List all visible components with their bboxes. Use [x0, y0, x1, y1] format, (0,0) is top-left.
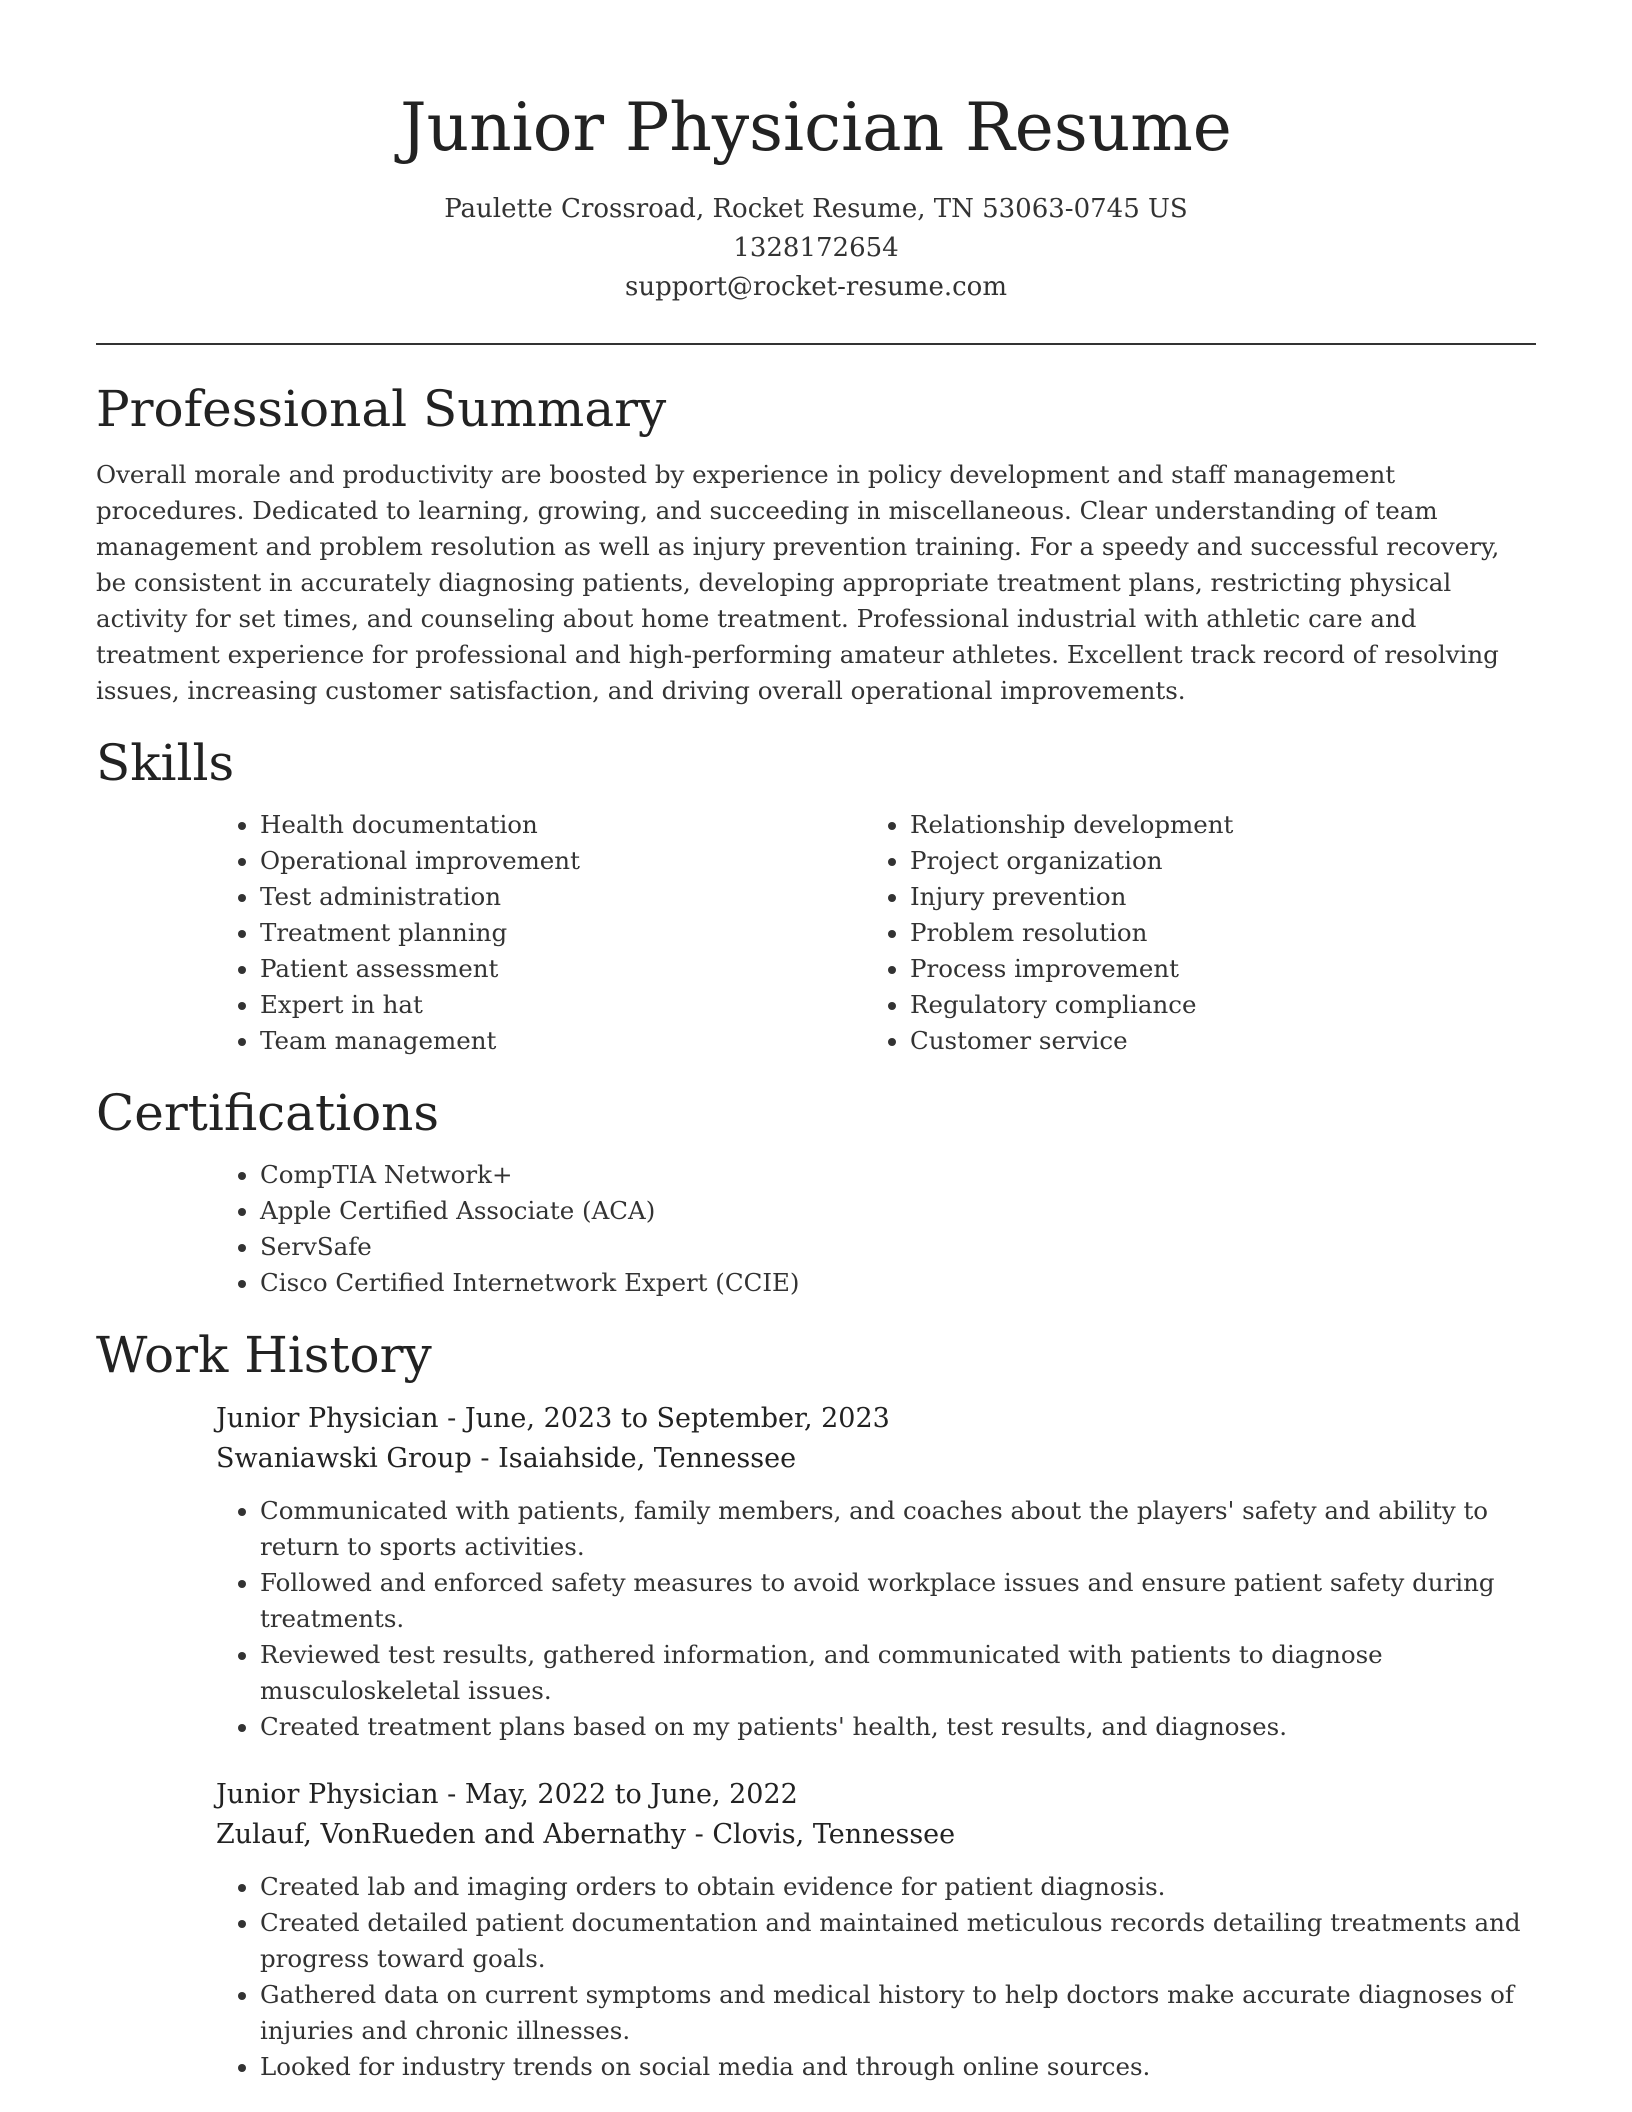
job-duty-item: • Created treatment plans based on my patients' health, test results, and diagnoses. [260, 1709, 1536, 1745]
job-company: Zulauf, VonRueden and Abernathy [216, 1819, 687, 1850]
job-duties [216, 1493, 1536, 1745]
contact-address: Paulette Crossroad, Rocket Resume, TN 53063-0745 US [444, 194, 1188, 224]
job-duty-item: • Communicated with patients, family members, and coaches about the players' safety and ability to return to sports activities. [260, 1493, 1536, 1565]
summary-section [96, 379, 1536, 709]
skill-item: • Injury prevention [910, 879, 1516, 915]
job-location: Clovis, Tennessee [712, 1819, 956, 1850]
job-entry [216, 1399, 1536, 1745]
resume-header [96, 0, 1536, 307]
job-location: Isaiahside, Tennessee [498, 1443, 797, 1474]
skill-item: • Process improvement [910, 951, 1516, 987]
certification-item: • ServSafe [260, 1229, 1536, 1265]
contact-block [96, 190, 1536, 307]
job-title-line: Junior Physician - June, 2023 to September, 2023 [216, 1403, 890, 1434]
resume-page [96, 0, 1536, 2085]
job-company-line: Swaniawski Group - Isaiahside, Tennessee [216, 1443, 797, 1474]
job-dates: June, 2023 to September, 2023 [464, 1403, 890, 1434]
skill-item: • Team management [260, 1023, 866, 1059]
job-entry [216, 1775, 1536, 2085]
job-duty-item: • Looked for industry trends on social media and through online sources. [260, 2049, 1536, 2085]
skill-item: • Project organization [910, 843, 1516, 879]
certification-item: • Apple Certified Associate (ACA) [260, 1193, 1536, 1229]
skill-item: • Expert in hat [260, 987, 866, 1023]
job-title: Junior Physician [216, 1779, 439, 1810]
skills-section [96, 733, 1536, 1059]
certifications-list [216, 1157, 1536, 1301]
certifications-heading: Certifications [96, 1084, 440, 1142]
certification-item: • CompTIA Network+ [260, 1157, 1536, 1193]
skill-item: • Regulatory compliance [910, 987, 1516, 1023]
header-divider [96, 343, 1536, 345]
skill-item: • Problem resolution [910, 915, 1516, 951]
work-history-heading: Work History [96, 1326, 432, 1384]
certification-item: • Cisco Certified Internetwork Expert (CCIE) [260, 1265, 1536, 1301]
skill-item: • Treatment planning [260, 915, 866, 951]
skills-grid [216, 807, 1536, 1059]
job-duty-item: • Created detailed patient documentation and maintained meticulous records detailing treatments and progress toward goals. [260, 1905, 1536, 1977]
contact-email: support@rocket-resume.com [624, 272, 1007, 302]
skill-item: • Test administration [260, 879, 866, 915]
job-duty-item: • Reviewed test results, gathered information, and communicated with patients to diagnose musculoskeletal issues. [260, 1637, 1536, 1709]
skill-item: • Health documentation [260, 807, 866, 843]
summary-text: Overall morale and productivity are boosted by experience in policy development and staff management procedures. Dedicated to learning, growing, and succeeding in miscellaneous. Clear understanding of team management and problem resolution as well as injury prevention training. For a speedy and successful recovery, be consistent in accurately diagnosing patients, developing appropriate treatment plans, restricting physical activity for set times, and counseling about home treatment. Professional industrial with athletic care and treatment experience for professional and high-performing amateur athletes. Excellent track record of resolving issues, increasing customer satisfaction, and driving overall operational improvements. [96, 460, 1500, 705]
job-dates: May, 2022 to June, 2022 [464, 1779, 798, 1810]
job-title: Junior Physician [216, 1403, 439, 1434]
job-company-line: Zulauf, VonRueden and Abernathy - Clovis, Tennessee [216, 1819, 956, 1850]
job-title-line: Junior Physician - May, 2022 to June, 2022 [216, 1779, 798, 1810]
certifications-section [96, 1083, 1536, 1301]
skills-column-left [216, 807, 866, 1059]
resume-title: Junior Physician Resume [400, 89, 1232, 166]
work-history-section [96, 1325, 1536, 2085]
skill-item: • Operational improvement [260, 843, 866, 879]
skills-heading: Skills [96, 734, 235, 792]
skills-column-right [866, 807, 1516, 1059]
summary-heading: Professional Summary [96, 380, 667, 438]
job-duty-item: • Followed and enforced safety measures to avoid workplace issues and ensure patient safety during treatments. [260, 1565, 1536, 1637]
certifications-list-wrap [216, 1157, 1536, 1301]
job-company: Swaniawski Group [216, 1443, 472, 1474]
job-duty-item: • Gathered data on current symptoms and medical history to help doctors make accurate diagnoses of injuries and chronic illnesses. [260, 1977, 1536, 2049]
contact-phone: 1328172654 [733, 233, 899, 263]
job-duties [216, 1869, 1536, 2085]
skill-item: • Patient assessment [260, 951, 866, 987]
skill-item: • Customer service [910, 1023, 1516, 1059]
job-duty-item: • Created lab and imaging orders to obtain evidence for patient diagnosis. [260, 1869, 1536, 1905]
skill-item: • Relationship development [910, 807, 1516, 843]
